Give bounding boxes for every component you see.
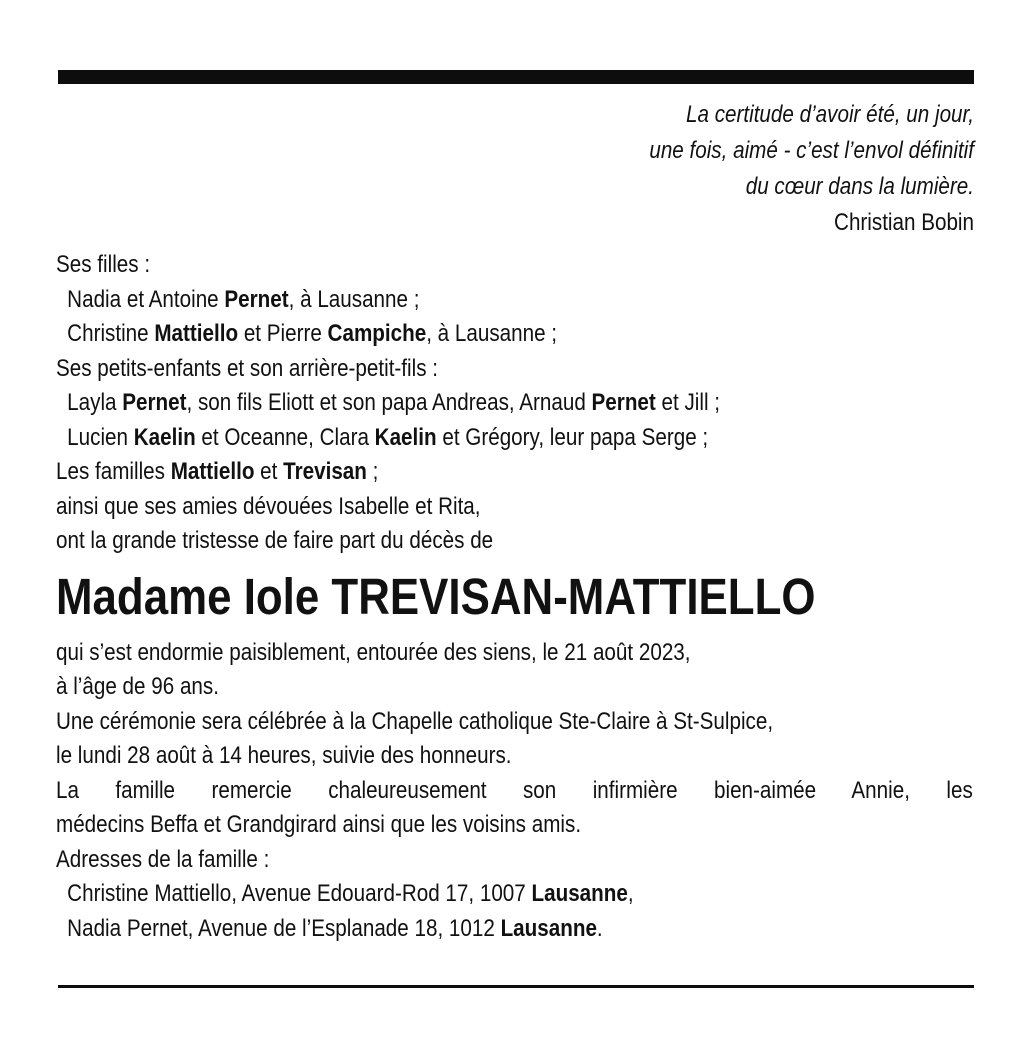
- addresses-label: Adresses de la famille :: [56, 845, 270, 873]
- text: ;: [366, 458, 379, 485]
- text: , à Lausanne ;: [288, 285, 420, 313]
- surname: Kaelin: [133, 423, 196, 451]
- families-line: [56, 455, 973, 490]
- obituary-body: [56, 248, 973, 946]
- text: et Jill ;: [655, 389, 721, 416]
- top-rule: [58, 70, 974, 84]
- quote-author: Christian Bobin: [834, 209, 974, 236]
- quote-line: une fois, aimé - c’est l’envol définitif: [649, 137, 974, 164]
- daughter-line: [56, 317, 973, 352]
- text: Lucien: [67, 423, 134, 451]
- grandchildren-line: [56, 386, 973, 421]
- text: , son fils Eliott et son papa Andreas, Arnaud: [186, 389, 592, 416]
- ceremony-date-line: le lundi 28 août à 14 heures, suivie des honneurs.: [56, 742, 512, 769]
- city: Lausanne: [500, 914, 597, 942]
- friends-line: ainsi que ses amies dévouées Isabelle et Rita,: [56, 492, 481, 520]
- text: Christine: [67, 320, 155, 347]
- daughters-label: Ses filles :: [56, 251, 151, 278]
- epigraph-quote: [458, 97, 974, 241]
- surname: Mattiello: [154, 320, 239, 347]
- text: et: [254, 458, 284, 485]
- surname: Pernet: [224, 285, 289, 313]
- text: et Oceanne, Clara: [195, 423, 375, 451]
- surname: Pernet: [591, 389, 656, 416]
- text: , à Lausanne ;: [426, 320, 558, 347]
- quote-line: du cœur dans la lumière.: [745, 173, 974, 200]
- bottom-rule: [58, 985, 974, 988]
- surname: Mattiello: [170, 458, 255, 485]
- quote-line: La certitude d’avoir été, un jour,: [686, 101, 974, 128]
- text: Nadia et Antoine: [67, 285, 225, 313]
- thanks-line: La famille remercie chaleureusement son infirmière bien-aimée Annie, les: [56, 776, 973, 804]
- grandchildren-label: Ses petits-enfants et son arrière-petit-fils :: [56, 354, 439, 382]
- text: et Pierre: [238, 320, 328, 347]
- address-line: [56, 912, 973, 947]
- text: .: [596, 914, 603, 942]
- thanks-paragraph: [56, 774, 973, 809]
- text: Nadia Pernet, Avenue de l’Esplanade 18, 1012: [67, 914, 501, 942]
- passing-line: qui s’est endormie paisiblement, entourée des siens, le 21 août 2023,: [56, 638, 691, 666]
- daughter-line: [56, 283, 973, 318]
- surname: Pernet: [122, 389, 187, 416]
- age-line: à l’âge de 96 ans.: [56, 673, 219, 700]
- address-line: [56, 877, 973, 912]
- text: Les familles: [56, 458, 171, 485]
- surname: Campiche: [327, 320, 427, 347]
- surname: Trevisan: [283, 458, 367, 485]
- city: Lausanne: [531, 880, 628, 907]
- text: et Grégory, leur papa Serge ;: [436, 423, 709, 451]
- thanks-line: médecins Beffa et Grandgirard ainsi que les voisins amis.: [56, 811, 582, 838]
- text: Christine Mattiello, Avenue Edouard-Rod 17, 1007: [67, 880, 532, 907]
- deceased-name: Madame Iole TREVISAN-MATTIELLO: [56, 567, 816, 625]
- grandchildren-line: [56, 421, 973, 456]
- announcement-line: ont la grande tristesse de faire part du décès de: [56, 527, 494, 554]
- text: Layla: [67, 389, 123, 416]
- ceremony-line: Une cérémonie sera célébrée à la Chapelle catholique Ste-Claire à St-Sulpice,: [56, 707, 774, 735]
- text: ,: [627, 880, 634, 907]
- surname: Kaelin: [374, 423, 437, 451]
